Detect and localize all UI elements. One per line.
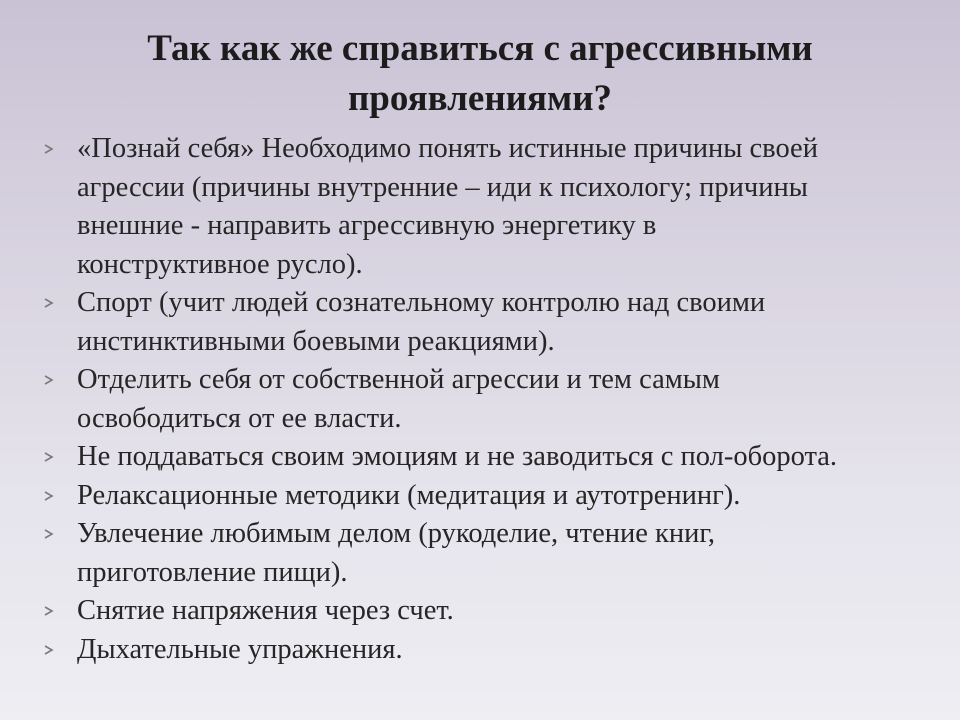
arrow-bullet-icon: [44, 375, 54, 385]
bullet-line: конструктивное русло).: [77, 248, 363, 280]
arrow-bullet-icon: [44, 645, 54, 655]
arrow-bullet-icon: [44, 144, 54, 154]
arrow-bullet-icon: [44, 452, 54, 462]
bullet-list: [44, 130, 949, 669]
bullet-text: [77, 477, 949, 516]
bullet-line: «Познай себя» Необходимо понять истинные причины своей: [77, 133, 818, 164]
bullet-line: приготовление пищи).: [77, 556, 348, 588]
bullet-text: [77, 361, 949, 438]
arrow-bullet-icon: [44, 298, 54, 308]
bullet-line: Спорт (учит людей сознательному контролю над своими: [77, 287, 766, 318]
bullet-line: Увлечение любимым делом (рукоделие, чтение книг,: [77, 518, 715, 549]
bullet-line: Релаксационные методики (медитация и аутотренинг).: [77, 479, 741, 511]
arrow-bullet-icon: [44, 606, 54, 616]
arrow-bullet-icon: [44, 491, 54, 501]
title-line-2: проявлениями?: [347, 78, 613, 119]
list-item: [44, 592, 949, 631]
bullet-line: Не поддаваться своим эмоциям и не заводиться с пол-оборота.: [77, 441, 838, 472]
list-item: [44, 515, 949, 592]
slide-title: [40, 24, 920, 124]
bullet-line: освободиться от ее власти.: [77, 402, 402, 434]
title-line-1: Так как же справиться с агрессивными: [147, 28, 813, 69]
list-item: [44, 438, 949, 477]
bullet-line: внешние - направить агрессивную энергетику в: [77, 210, 657, 241]
bullet-text: [77, 515, 949, 592]
bullet-line: Снятие напряжения через счет.: [77, 595, 454, 626]
bullet-line: инстинктивными боевыми реакциями).: [77, 325, 555, 357]
bullet-text: [77, 284, 949, 361]
list-item: [44, 130, 949, 284]
list-item: [44, 631, 949, 670]
list-item: [44, 477, 949, 516]
list-item: [44, 284, 949, 361]
bullet-line: агрессии (причины внутренние – иди к психологу; причины: [77, 171, 808, 203]
bullet-text: [77, 438, 949, 477]
bullet-line: Дыхательные упражнения.: [77, 633, 403, 665]
bullet-text: [77, 631, 949, 670]
bullet-text: [77, 130, 949, 284]
arrow-bullet-icon: [44, 529, 54, 539]
bullet-text: [77, 592, 949, 631]
list-item: [44, 361, 949, 438]
bullet-line: Отделить себя от собственной агрессии и тем самым: [77, 364, 720, 395]
